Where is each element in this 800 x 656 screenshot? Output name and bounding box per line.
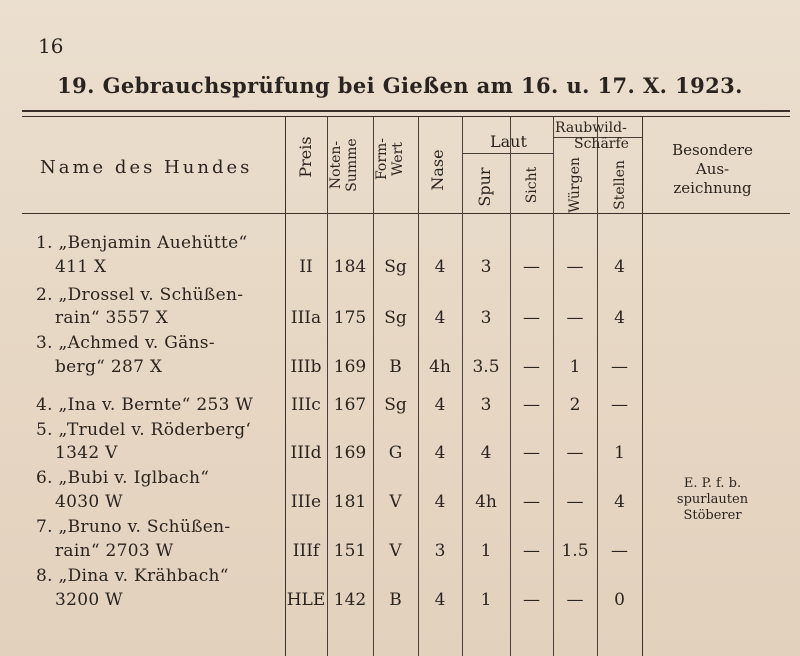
- row-2-spur: 3: [480, 308, 492, 328]
- row-8-preis: HLE: [286, 590, 326, 610]
- row-5-form: G: [388, 443, 403, 463]
- header-nase: Nase: [428, 149, 447, 191]
- row-8-form: B: [389, 590, 402, 610]
- remark-line-3: Stöberer: [683, 508, 742, 523]
- row-6-summe: 181: [333, 492, 367, 512]
- row-5-name-line-2: 1342 V: [55, 443, 118, 463]
- row-8-spur: 1: [480, 590, 492, 610]
- header-noten-1: Noten-: [328, 140, 344, 190]
- laut-separator: [462, 153, 553, 154]
- header-noten-2: Summe: [344, 138, 360, 192]
- row-4-preis: IIIc: [291, 395, 321, 415]
- row-8-nase: 4: [434, 590, 446, 610]
- row-3-nase: 4h: [429, 357, 451, 377]
- row-2-name-line-2: rain“ 3557 X: [55, 308, 169, 328]
- header-sicht: Sicht: [524, 166, 540, 204]
- top-rule-2: [22, 116, 790, 117]
- header-bottom-rule: [22, 213, 790, 214]
- page-title: 19. Gebrauchsprüfung bei Gießen am 16. u. 17. X. 1923.: [57, 73, 743, 98]
- header-raubwild-1: Raubwild-: [555, 120, 627, 136]
- row-2-stellen: 4: [614, 308, 625, 328]
- remark-line-2: spurlauten: [676, 492, 749, 507]
- row-1-name-line-1: 1. „Benjamin Auehütte“: [36, 233, 248, 253]
- row-5-spur: 4: [480, 443, 492, 463]
- row-5-nase: 4: [434, 443, 446, 463]
- row-4-stellen: —: [611, 395, 628, 415]
- row-3-name-line-2: berg“ 287 X: [55, 357, 163, 377]
- header-form-1: Form-: [374, 137, 390, 181]
- row-7-form: V: [389, 541, 402, 561]
- row-4-spur: 3: [480, 395, 492, 415]
- row-7-spur: 1: [480, 541, 492, 561]
- col-line-nase: [418, 117, 419, 656]
- row-6-nase: 4: [434, 492, 446, 512]
- page-number: 16: [38, 34, 64, 58]
- row-5-sicht: —: [523, 443, 540, 463]
- col-line-form: [373, 117, 374, 656]
- header-besondere-1: Besondere: [672, 141, 753, 159]
- col-line-spur: [462, 117, 463, 656]
- row-6-name-line-1: 6. „Bubi v. Iglbach“: [36, 468, 210, 488]
- col-line-besondere: [642, 117, 643, 656]
- row-8-wuergen: —: [566, 590, 584, 610]
- row-4-form: Sg: [384, 395, 407, 415]
- col-line-stellen: [597, 117, 598, 656]
- row-2-name-line-1: 2. „Drossel v. Schüßen-: [36, 285, 244, 305]
- row-7-stellen: —: [611, 541, 628, 561]
- row-6-stellen: 4: [614, 492, 625, 512]
- row-1-wuergen: —: [566, 257, 584, 277]
- row-6-spur: 4h: [475, 492, 497, 512]
- remark-line-1: E. P. f. b.: [683, 476, 742, 491]
- col-line-preis: [285, 117, 286, 656]
- row-7-name-line-1: 7. „Bruno v. Schüßen-: [36, 517, 231, 537]
- row-5-preis: IIId: [290, 443, 322, 463]
- row-3-name-line-1: 3. „Achmed v. Gäns-: [36, 333, 215, 353]
- row-3-stellen: —: [611, 357, 628, 377]
- header-preis: Preis: [296, 136, 315, 178]
- row-8-sicht: —: [523, 590, 540, 610]
- row-1-preis: II: [299, 257, 313, 277]
- top-rule-1: [22, 110, 790, 112]
- row-1-name-line-2: 411 X: [55, 257, 107, 277]
- row-1-sicht: —: [523, 257, 540, 277]
- row-5-summe: 169: [333, 443, 367, 463]
- row-1-stellen: 4: [614, 257, 625, 277]
- row-6-wuergen: —: [566, 492, 584, 512]
- row-3-spur: 3.5: [472, 357, 500, 377]
- row-4-nase: 4: [434, 395, 446, 415]
- row-5-stellen: 1: [614, 443, 625, 463]
- row-6-sicht: —: [523, 492, 540, 512]
- row-7-sicht: —: [523, 541, 540, 561]
- row-7-summe: 151: [333, 541, 367, 561]
- row-7-name-line-2: rain“ 2703 W: [55, 541, 174, 561]
- row-1-summe: 184: [333, 257, 367, 277]
- row-4-sicht: —: [523, 395, 540, 415]
- row-1-form: Sg: [384, 257, 407, 277]
- header-raubwild-2: Schärfe: [574, 136, 629, 152]
- row-3-summe: 169: [333, 357, 367, 377]
- header-form-2: Wert: [390, 142, 406, 176]
- row-3-form: B: [389, 357, 402, 377]
- row-3-wuergen: 1: [569, 357, 581, 377]
- row-8-name-line-1: 8. „Dina v. Krähbach“: [36, 566, 229, 586]
- row-7-nase: 3: [434, 541, 446, 561]
- row-6-form: V: [389, 492, 402, 512]
- header-name: Name des Hundes: [40, 157, 253, 178]
- row-3-sicht: —: [523, 357, 540, 377]
- row-1-spur: 3: [480, 257, 492, 277]
- row-7-preis: IIIf: [292, 541, 320, 561]
- header-spur: Spur: [475, 167, 494, 207]
- row-8-name-line-2: 3200 W: [55, 590, 123, 610]
- row-4-summe: 167: [333, 395, 367, 415]
- row-8-stellen: 0: [614, 590, 625, 610]
- row-1-nase: 4: [434, 257, 446, 277]
- row-2-sicht: —: [523, 308, 540, 328]
- row-6-name-line-2: 4030 W: [55, 492, 123, 512]
- row-5-wuergen: —: [566, 443, 584, 463]
- header-wuergen: Würgen: [567, 157, 583, 213]
- col-line-wuergen: [553, 117, 554, 656]
- header-stellen: Stellen: [612, 160, 628, 210]
- row-4-name-line-1: 4. „Ina v. Bernte“ 253 W: [36, 395, 254, 415]
- row-6-preis: IIIe: [290, 492, 322, 512]
- row-2-summe: 175: [333, 308, 367, 328]
- row-7-wuergen: 1.5: [561, 541, 589, 561]
- header-besondere-2: Aus-: [695, 160, 730, 178]
- row-2-wuergen: —: [566, 308, 584, 328]
- row-2-nase: 4: [434, 308, 446, 328]
- row-2-form: Sg: [384, 308, 407, 328]
- col-line-sicht: [510, 117, 511, 656]
- col-line-summe: [327, 117, 328, 656]
- row-4-wuergen: 2: [569, 395, 581, 415]
- header-besondere-3: zeichnung: [673, 179, 752, 197]
- row-5-name-line-1: 5. „Trudel v. Röderberg‘: [36, 420, 252, 440]
- header-laut: Laut: [490, 132, 527, 151]
- row-8-summe: 142: [333, 590, 367, 610]
- row-3-preis: IIIb: [290, 357, 322, 377]
- row-2-preis: IIIa: [290, 308, 322, 328]
